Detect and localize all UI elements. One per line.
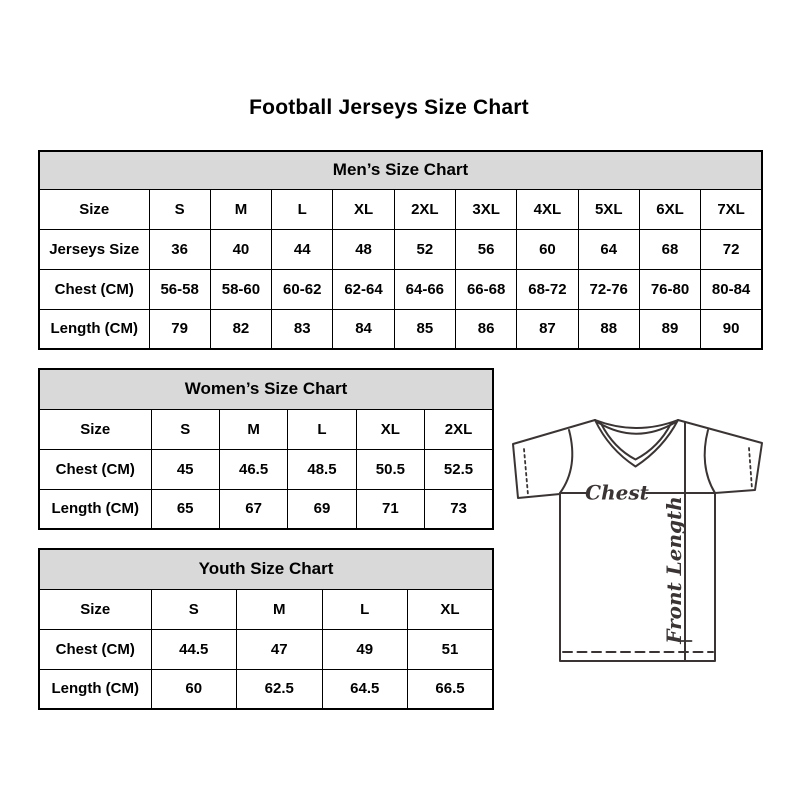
cell: M xyxy=(237,589,323,629)
cell: 85 xyxy=(394,309,455,349)
cell: 3XL xyxy=(455,189,516,229)
cell: 7XL xyxy=(701,189,762,229)
mens-jerseys-size-row xyxy=(39,229,762,269)
cell: 87 xyxy=(517,309,578,349)
jersey-measurement-diagram xyxy=(505,403,770,673)
cell: 44.5 xyxy=(151,629,237,669)
cell: 45 xyxy=(151,449,219,489)
cell: 71 xyxy=(356,489,424,529)
youth-size-table xyxy=(38,548,494,710)
cell: 47 xyxy=(237,629,323,669)
row-label-cell: Chest (CM) xyxy=(39,449,151,489)
cell: 64.5 xyxy=(322,669,408,709)
cell: 49 xyxy=(322,629,408,669)
youth-table-header-row xyxy=(39,549,493,589)
cell: L xyxy=(288,409,356,449)
mens-table-header-row xyxy=(39,151,762,189)
cell: 83 xyxy=(272,309,333,349)
youth-size-row xyxy=(39,589,493,629)
cell: 62.5 xyxy=(237,669,323,709)
cell: 56-58 xyxy=(149,269,210,309)
mens-table-title: Men’s Size Chart xyxy=(39,151,762,189)
page-title: Football Jerseys Size Chart xyxy=(249,96,529,119)
cell: L xyxy=(322,589,408,629)
cell: 46.5 xyxy=(219,449,287,489)
cell: 69 xyxy=(288,489,356,529)
cell: 52.5 xyxy=(425,449,493,489)
cell: XL xyxy=(356,409,424,449)
cell: XL xyxy=(408,589,494,629)
cell: 65 xyxy=(151,489,219,529)
womens-table-title: Women’s Size Chart xyxy=(39,369,493,409)
cell: S xyxy=(149,189,210,229)
cell: 82 xyxy=(210,309,271,349)
row-label-cell: Size xyxy=(39,189,149,229)
cell: 48 xyxy=(333,229,394,269)
cell: M xyxy=(219,409,287,449)
womens-size-row xyxy=(39,409,493,449)
cell: 40 xyxy=(210,229,271,269)
cell: 56 xyxy=(455,229,516,269)
cell: M xyxy=(210,189,271,229)
row-label-cell: Length (CM) xyxy=(39,309,149,349)
cell: 6XL xyxy=(639,189,700,229)
cell: 86 xyxy=(455,309,516,349)
youth-chest-row xyxy=(39,629,493,669)
cell: 64-66 xyxy=(394,269,455,309)
cell: 60-62 xyxy=(272,269,333,309)
cell: 62-64 xyxy=(333,269,394,309)
womens-size-table xyxy=(38,368,494,530)
cell: 4XL xyxy=(517,189,578,229)
mens-size-row xyxy=(39,189,762,229)
row-label-cell: Chest (CM) xyxy=(39,629,151,669)
cell: 36 xyxy=(149,229,210,269)
row-label-cell: Jerseys Size xyxy=(39,229,149,269)
cell: 5XL xyxy=(578,189,639,229)
womens-length-row xyxy=(39,489,493,529)
cell: 66-68 xyxy=(455,269,516,309)
cell: 89 xyxy=(639,309,700,349)
cell: 68 xyxy=(639,229,700,269)
row-label-cell: Length (CM) xyxy=(39,489,151,529)
cell: S xyxy=(151,409,219,449)
front-length-label: Front Length xyxy=(662,496,686,644)
cell: 60 xyxy=(151,669,237,709)
cell: 64 xyxy=(578,229,639,269)
left-sleeve-seam xyxy=(560,430,572,493)
cell: L xyxy=(272,189,333,229)
cell: 60 xyxy=(517,229,578,269)
cell: 79 xyxy=(149,309,210,349)
cell: 68-72 xyxy=(517,269,578,309)
right-cuff-dotted-line xyxy=(749,448,752,489)
cell: 51 xyxy=(408,629,494,669)
cell: XL xyxy=(333,189,394,229)
cell: 67 xyxy=(219,489,287,529)
cell: 72 xyxy=(701,229,762,269)
cell: 73 xyxy=(425,489,493,529)
chest-label: Chest xyxy=(585,480,649,505)
cell: 48.5 xyxy=(288,449,356,489)
youth-length-row xyxy=(39,669,493,709)
left-cuff-dotted-line xyxy=(524,449,528,495)
cell: 58-60 xyxy=(210,269,271,309)
row-label-cell: Chest (CM) xyxy=(39,269,149,309)
youth-table-title: Youth Size Chart xyxy=(39,549,493,589)
mens-chest-row xyxy=(39,269,762,309)
womens-chest-row xyxy=(39,449,493,489)
cell: 80-84 xyxy=(701,269,762,309)
cell: 76-80 xyxy=(639,269,700,309)
womens-table-header-row xyxy=(39,369,493,409)
row-label-cell: Length (CM) xyxy=(39,669,151,709)
cell: 66.5 xyxy=(408,669,494,709)
cell: 44 xyxy=(272,229,333,269)
row-label-cell: Size xyxy=(39,409,151,449)
mens-size-table xyxy=(38,150,763,350)
cell: 72-76 xyxy=(578,269,639,309)
jersey-outline xyxy=(513,420,762,661)
cell: 2XL xyxy=(394,189,455,229)
cell: 50.5 xyxy=(356,449,424,489)
cell: 52 xyxy=(394,229,455,269)
right-sleeve-seam xyxy=(705,430,715,493)
row-label-cell: Size xyxy=(39,589,151,629)
cell: S xyxy=(151,589,237,629)
cell: 90 xyxy=(701,309,762,349)
mens-length-row xyxy=(39,309,762,349)
cell: 84 xyxy=(333,309,394,349)
cell: 2XL xyxy=(425,409,493,449)
cell: 88 xyxy=(578,309,639,349)
